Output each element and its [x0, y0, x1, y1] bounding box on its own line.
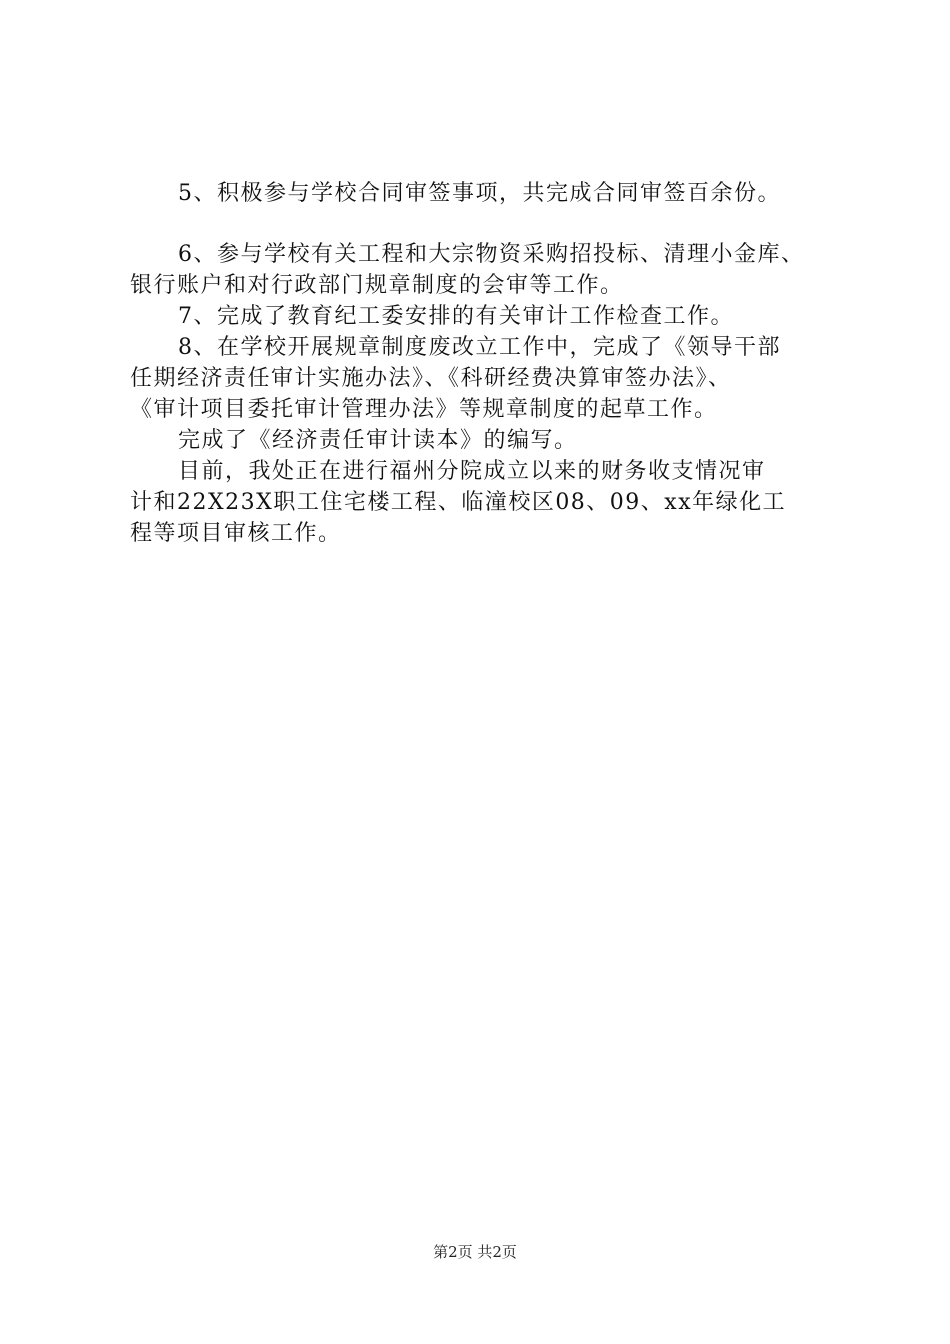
- paragraph-5-line-1: 5、积极参与学校合同审签事项，共完成合同审签百余份。: [178, 181, 781, 206]
- paragraph-current-work-line-3: 程等项目审核工作。: [130, 521, 342, 546]
- paragraph-8-line-2: 任期经济责任审计实施办法》、《科研经费决算审签办法》、: [130, 366, 732, 391]
- paragraph-8-line-3: 《审计项目委托审计管理办法》等规章制度的起草工作。: [130, 397, 718, 422]
- paragraph-current-work-line-2: 计和22X23X职工住宅楼工程、临潼校区08、09、xx年绿化工: [130, 490, 787, 515]
- paragraph-7-line-1: 7、完成了教育纪工委安排的有关审计工作检查工作。: [178, 304, 734, 329]
- page-footer: 第2页 共2页: [433, 1243, 517, 1261]
- paragraph-6-line-2: 银行账户和对行政部门规章制度的会审等工作。: [130, 273, 624, 298]
- paragraph-6-line-1: 6、参与学校有关工程和大宗物资采购招投标、清理小金库、: [178, 242, 805, 267]
- paragraph-8-line-1: 8、在学校开展规章制度废改立工作中，完成了《领导干部: [178, 335, 781, 360]
- paragraph-reading-book-line-1: 完成了《经济责任审计读本》的编写。: [178, 428, 578, 453]
- paragraph-current-work-line-1: 目前，我处正在进行福州分院成立以来的财务收支情况审: [178, 459, 766, 484]
